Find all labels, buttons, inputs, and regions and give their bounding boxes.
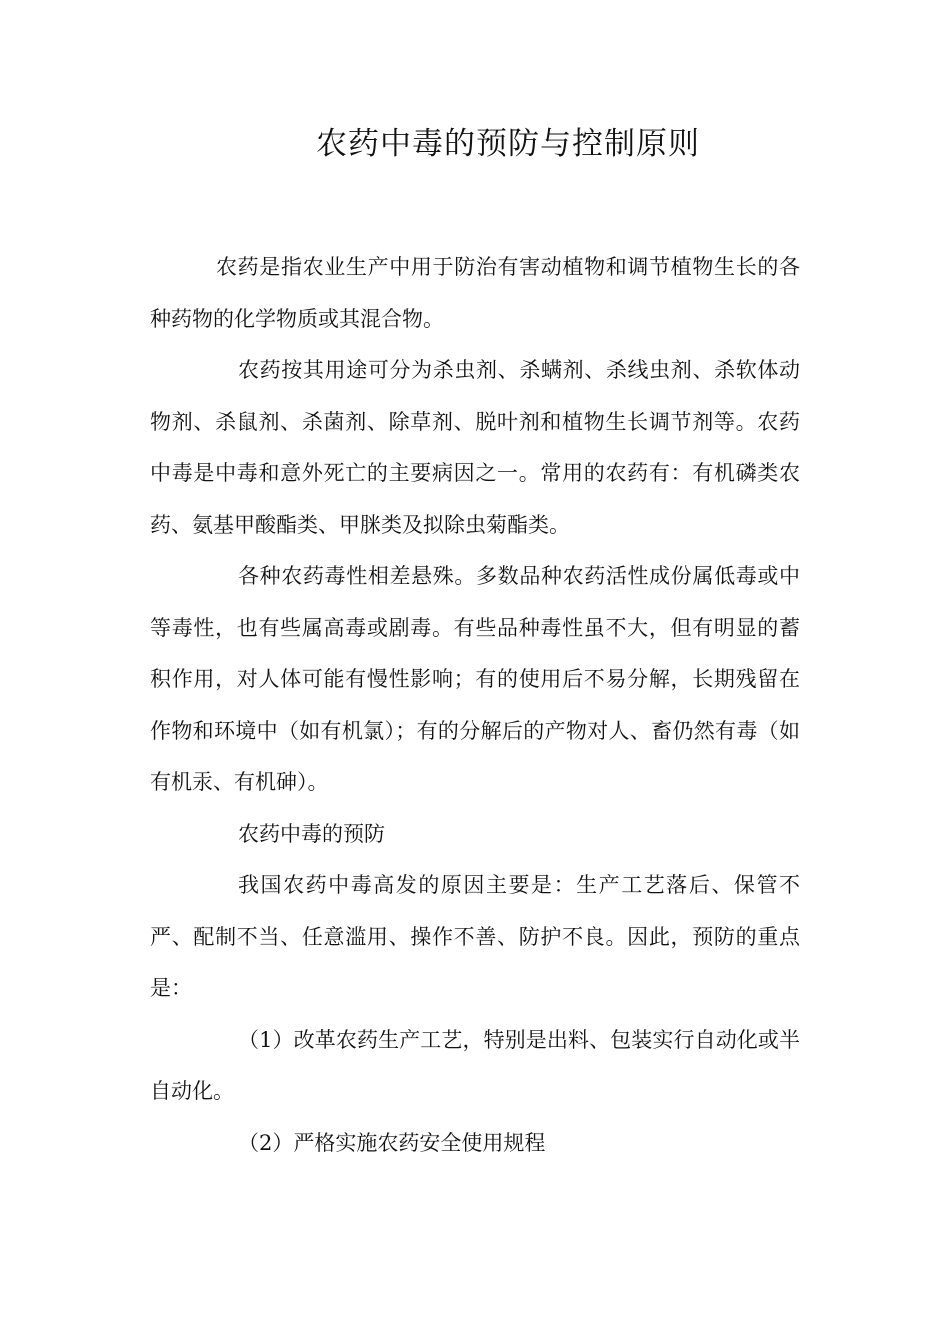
document-body — [150, 242, 800, 1169]
document-title: 农药中毒的预防与控制原则 — [316, 126, 700, 162]
paragraph-causes: 我国农药中毒高发的原因主要是：生产工艺落后、保管不严、配制不当、任意滥用、操作不善、防护不良。因此，预防的重点是： — [150, 873, 800, 1000]
list-item-1: （1）改革农药生产工艺，特别是出料、包装实行自动化或半自动化。 — [150, 1027, 800, 1103]
section-heading-prevention: 农药中毒的预防 — [238, 821, 385, 846]
paragraph-definition: 农药是指农业生产中用于防治有害动植物和调节植物生长的各种药物的化学物质或其混合物。 — [150, 255, 800, 331]
paragraph-toxicity: 各种农药毒性相差悬殊。多数品种农药活性成份属低毒或中等毒性，也有些属高毒或剧毒。有些品种毒性虽不大，但有明显的蓄积作用，对人体可能有慢性影响；有的使用后不易分解，长期残留在作物和环境中（如有机氯）；有的分解后的产物对人、畜仍然有毒（如有机汞、有机砷）。 — [150, 564, 800, 794]
paragraph-classification: 农药按其用途可分为杀虫剂、杀螨剂、杀线虫剂、杀软体动物剂、杀鼠剂、杀菌剂、除草剂、脱叶剂和植物生长调节剂等。农药中毒是中毒和意外死亡的主要病因之一。常用的农药有：有机磷类农药、氨基甲酸酯类、甲脒类及拟除虫菊酯类。 — [150, 358, 800, 537]
list-item-2: （2）严格实施农药安全使用规程 — [238, 1130, 546, 1155]
